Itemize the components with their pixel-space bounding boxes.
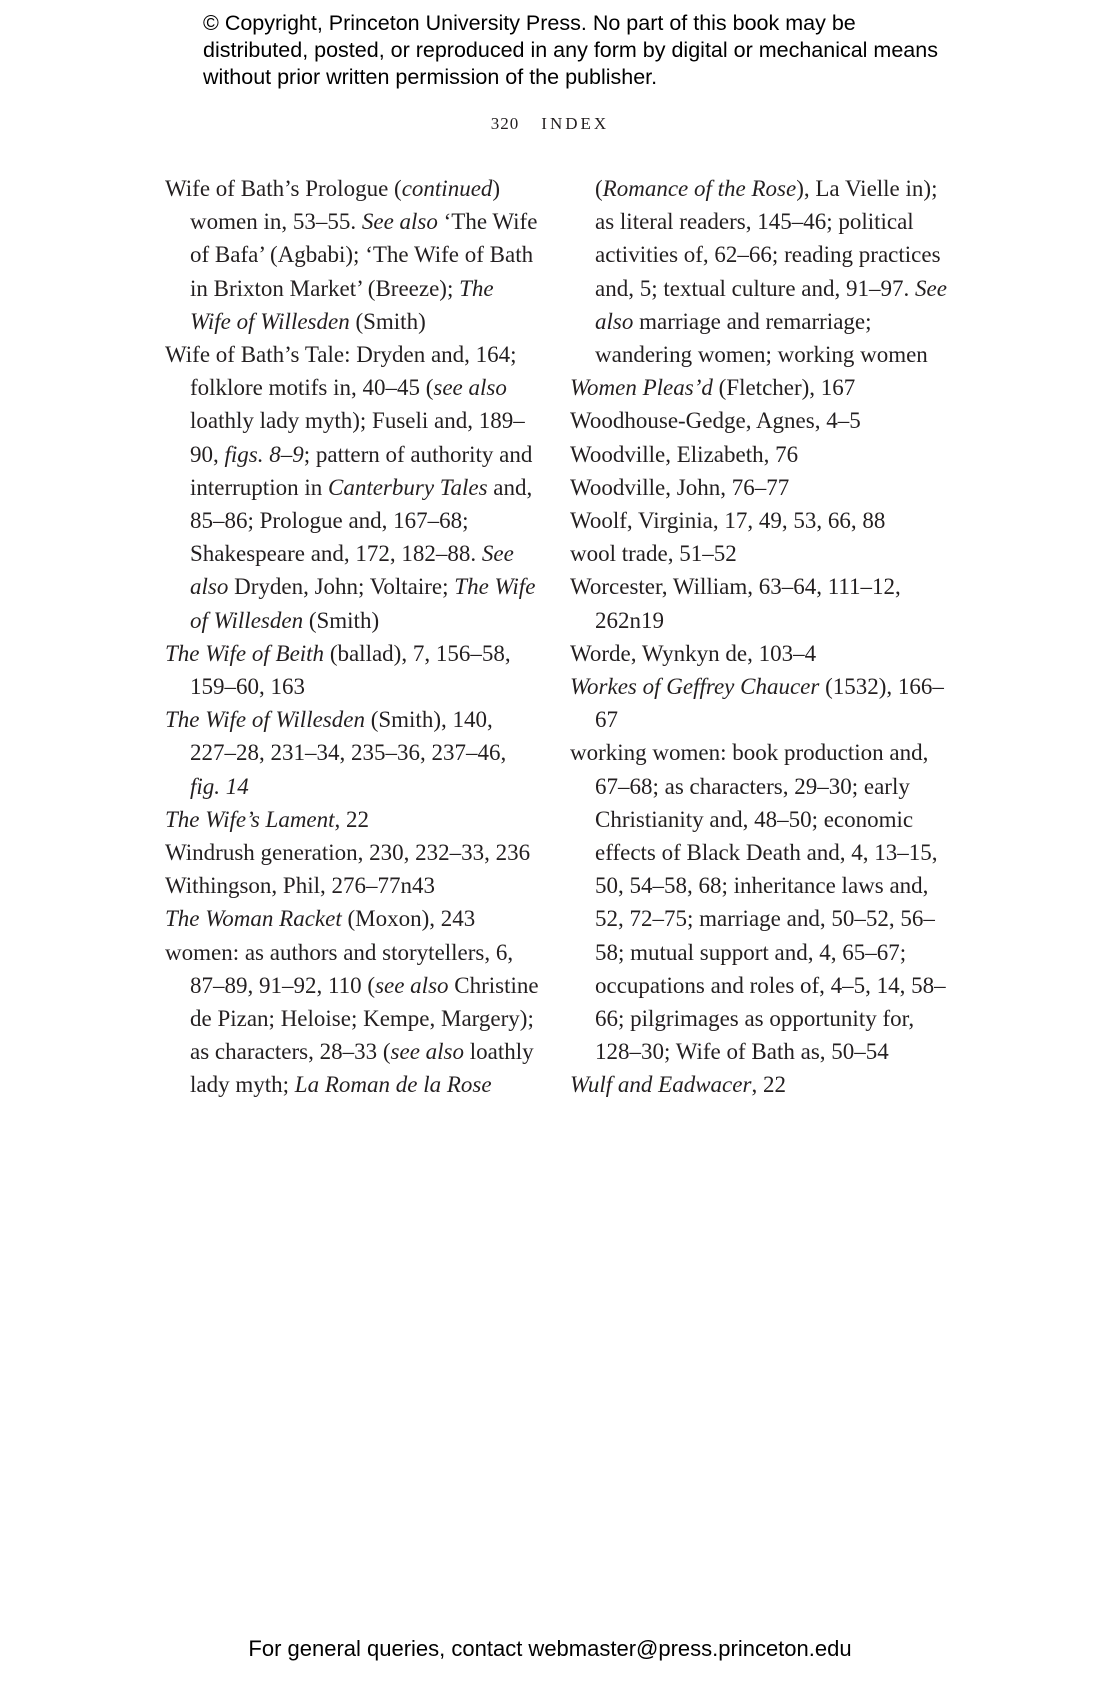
index-entry [570, 670, 950, 736]
index-column-right [570, 172, 950, 1102]
index-entry-text: (1532), 166–67 [595, 674, 944, 733]
index-entry-text: , 22 [751, 1072, 786, 1098]
index-entry-italic: The Wife of Willesden [190, 574, 536, 633]
index-entry-text: ‘The Wife of Bafa’ (Agbabi); ‘The Wife of Bath in Brixton Market’ (Breeze); [190, 209, 538, 301]
index-entry-italic: see also [390, 1039, 464, 1065]
index-entry [570, 172, 950, 371]
index-entry-italic: fig. 14 [190, 773, 249, 799]
index-entry-italic: Canterbury Tales [327, 474, 488, 500]
running-head [0, 114, 1100, 134]
index-entry-italic: The Wife of Beith [165, 640, 325, 666]
index-entry-text: Christine de Pizan; Heloise; Kempe, Margery); as characters, 28–33 ( [190, 972, 539, 1065]
index-entry-text: Wife of Bath’s Prologue ( [165, 176, 402, 201]
index-entry-text: Worcester, William, 63–64, 111–12, 262n19 [570, 574, 901, 633]
index-entry-italic: Workes of Geffrey Chaucer [570, 674, 820, 700]
index-entry-text: Dryden, John; Voltaire; [228, 574, 455, 600]
index-entry-text: (Smith) [303, 607, 380, 633]
index-entry-text: wool trade, 51–52 [570, 541, 737, 567]
index-entry-italic: continued [401, 176, 493, 201]
index-entry [570, 504, 950, 537]
index-entry-italic: See also [190, 541, 514, 600]
index-entry-text: Worde, Wynkyn de, 103–4 [570, 640, 817, 666]
index-entry [570, 471, 950, 504]
index-entry-text: (Moxon), 243 [341, 906, 476, 932]
index-entry-italic: Romance of the Rose [602, 176, 797, 201]
index-entry [165, 902, 540, 935]
index-entry [165, 637, 540, 703]
index-entry-italic: figs. 8–9 [224, 441, 304, 467]
index-entry-text: Wife of Bath’s Tale: Dryden and, 164; folklore motifs in, 40–45 ( [165, 342, 517, 401]
index-entry-italic: La Roman de la Rose [294, 1072, 492, 1098]
index-entry-text: Woodville, Elizabeth, 76 [570, 441, 799, 467]
index-entry-text: (Fletcher), 167 [712, 375, 856, 401]
index-entry [165, 172, 540, 205]
index-entry-text: ), La Vielle in); as literal readers, 145–46; political activities of, 62–66; reading practices and, 5; textual culture and, 91–97. [595, 176, 941, 301]
index-entry-text: ) [492, 176, 501, 201]
index-entry-text: working women: book production and, 67–68; as characters, 29–30; early Christianity and, 48–50; economic effects of Black Death and, 4, 13–15, 50, 54–58, 68; inheritance laws and, 52, 72–75; marriage and, 50–52, 56–58; mutual support and, 4, 65–67; occupations and roles of, 4–5, 14, 58–66; pilgrimages as opportunity for, 128–30; Wife of Bath as, 50–54 [570, 740, 946, 1065]
index-entry [570, 404, 950, 437]
index-entry [570, 438, 950, 471]
index-entry-text: , 22 [334, 806, 370, 832]
index-entry-italic: The Woman Racket [165, 906, 342, 932]
index-entry [570, 371, 950, 404]
index-entry-text: (Smith) [349, 308, 426, 334]
index-entry [165, 703, 540, 803]
index-entry-text: loathly lady myth; [190, 1039, 534, 1098]
index-entry-text: Withingson, Phil, 276–77n43 [165, 873, 435, 899]
index-entry [165, 205, 540, 338]
index-entry [570, 1068, 950, 1101]
index-entry-text: Windrush generation, 230, 232–33, 236 [165, 840, 531, 866]
index-entry-italic: The Wife’s Lament [165, 806, 335, 832]
section-title: INDEX [541, 114, 610, 133]
index-entry-italic: The Wife of Willesden [165, 707, 365, 733]
index-entry [570, 570, 950, 636]
index-entry-italic: Women Pleas’d [570, 375, 713, 401]
index-entry [165, 836, 540, 869]
index-entry-text: ( [595, 176, 603, 201]
footer-contact: For general queries, contact webmaster@press.princeton.edu [248, 1636, 852, 1661]
index-entry-italic: see also [375, 972, 449, 998]
index-entry-text: and, 85–86; Prologue and, 167–68; Shakespeare and, 172, 182–88. [190, 474, 533, 567]
index-column-left [165, 172, 540, 1102]
index-entry-italic: see also [433, 375, 507, 401]
index-entry-text: marriage and remarriage; wandering women; working women [595, 308, 928, 368]
index-entry [570, 637, 950, 670]
index-entry-text: loathly lady myth); Fuseli and, 189–90, [190, 408, 525, 467]
index-entry-text: Woodhouse-Gedge, Agnes, 4–5 [570, 408, 861, 434]
copyright-notice: © Copyright, Princeton University Press. No part of this book may be distributed, posted, or reproduced in any form by digital or mechanical means without prior written permission of the publisher. [203, 11, 938, 89]
index-entry-text: women in, 53–55. [190, 209, 362, 235]
index-entry-italic: Wulf and Eadwacer [570, 1072, 752, 1098]
index-entry-text: (Smith), 140, 227–28, 231–34, 235–36, 237–46, [190, 707, 507, 766]
index-entry [570, 537, 950, 570]
index-entry-italic: See also [595, 275, 947, 334]
index-entry-text: ; pattern of authority and interruption in [190, 441, 533, 500]
index-entry-text: (ballad), 7, 156–58, 159–60, 163 [190, 640, 511, 700]
index-entry-text: Woodville, John, 76–77 [570, 474, 790, 500]
page-number: 320 [490, 114, 520, 133]
index-entry [570, 736, 950, 1068]
index-entry [165, 338, 540, 637]
index-entry-text: Woolf, Virginia, 17, 49, 53, 66, 88 [570, 508, 886, 534]
index-entry-italic: See also [361, 209, 438, 235]
index-entry [165, 936, 540, 1102]
index-entry [165, 803, 540, 836]
index-entry-text: women: as authors and storytellers, 6, 87–89, 91–92, 110 ( [165, 939, 514, 998]
index-entry [165, 869, 540, 902]
index-entry-italic: The Wife of Willesden [190, 275, 494, 334]
